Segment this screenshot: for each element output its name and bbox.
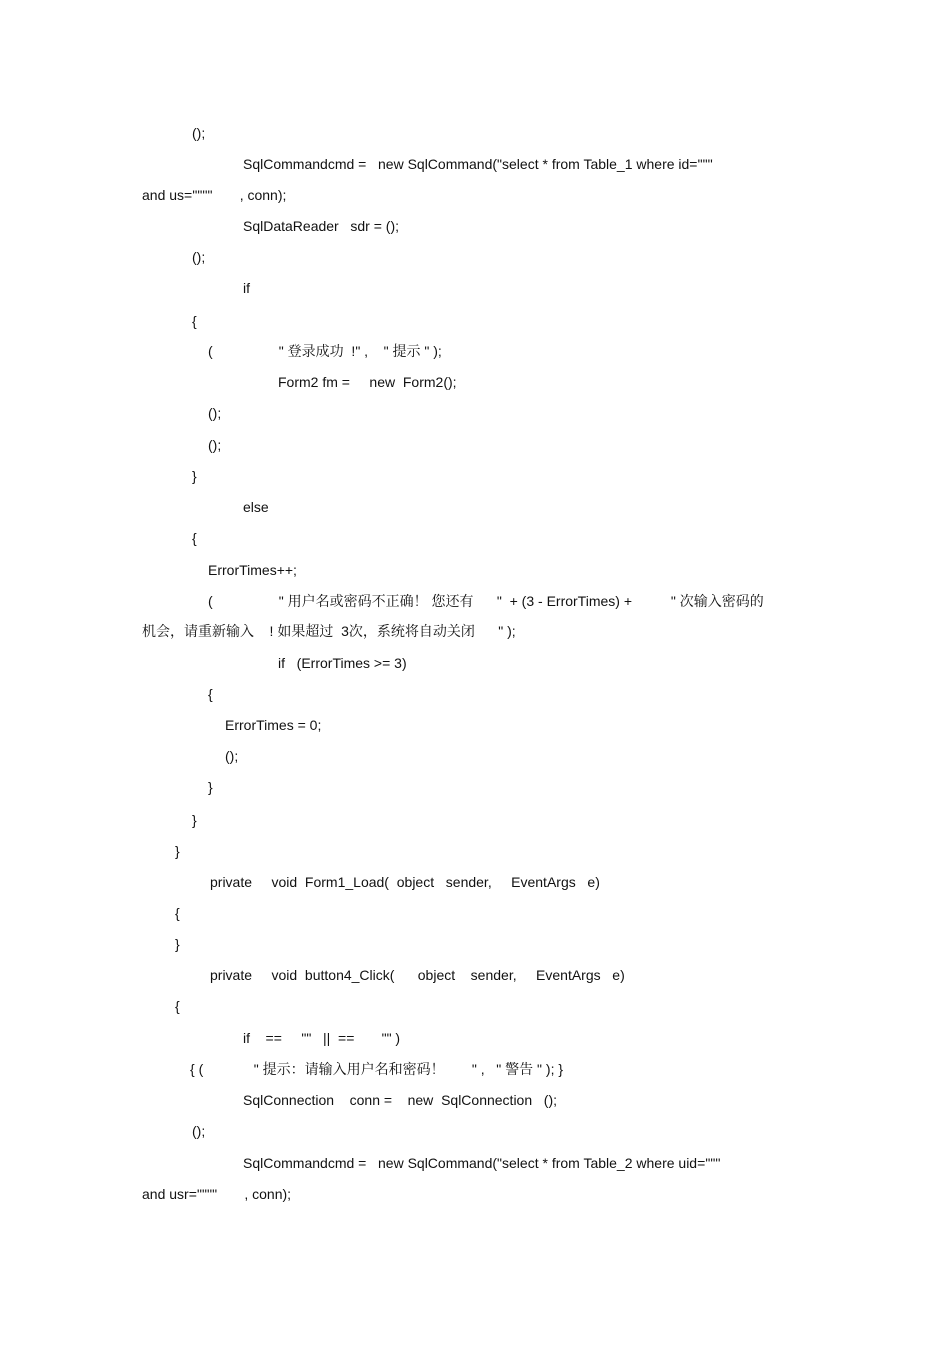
code-line: } — [175, 843, 180, 859]
code-line: } — [208, 779, 213, 795]
code-line: ErrorTimes++; — [208, 562, 297, 578]
code-line: SqlCommandcmd = new SqlCommand("select * from Table_1 where id='""' — [243, 156, 713, 172]
code-line: (); — [225, 748, 239, 764]
code-line: { — [175, 905, 180, 921]
code-line: ErrorTimes = 0; — [225, 717, 322, 733]
code-line: if (ErrorTimes >= 3) — [278, 655, 407, 671]
code-line: else — [243, 499, 269, 515]
code-line: SqlCommandcmd = new SqlCommand("select * from Table_2 where uid='""' — [243, 1155, 721, 1171]
code-line: (); — [208, 437, 222, 453]
code-line: private void Form1_Load( object sender, EventArgs e) — [210, 874, 600, 890]
code-line: SqlConnection conn = new SqlConnection (); — [243, 1092, 558, 1108]
code-line: Form2 fm = new Form2(); — [278, 374, 457, 390]
code-line: (); — [192, 125, 206, 141]
code-line: { — [175, 998, 180, 1014]
code-line: and us='""'" , conn); — [142, 187, 287, 203]
code-line: SqlDataReader sdr = (); — [243, 218, 400, 234]
code-line: { — [208, 686, 213, 702]
code-line: (); — [192, 1123, 206, 1139]
code-line: { — [192, 530, 197, 546]
code-line: { — [192, 313, 197, 329]
code-line: } — [175, 936, 180, 952]
code-line: if — [243, 280, 250, 296]
code-line: private void button4_Click( object sender, EventArgs e) — [210, 967, 625, 983]
code-line: if == "" || == "" ) — [243, 1030, 401, 1046]
code-line: } — [192, 468, 197, 484]
code-line: (); — [192, 249, 206, 265]
code-line: { ( " 提示：请输入用户名和密码！ " , " 警告 " ); } — [190, 1061, 564, 1077]
code-line: } — [192, 812, 197, 828]
code-line: 机会，请重新输入 ! 如果超过 3次，系统将自动关闭 " ); — [142, 623, 516, 639]
code-line: ( " 登录成功 !" , " 提示 " ); — [208, 343, 442, 359]
code-line: and usr='""'" , conn); — [142, 1186, 292, 1202]
code-line: (); — [208, 405, 222, 421]
code-line: ( " 用户名或密码不正确！ 您还有 " + (3 - ErrorTimes) + " 次输入密码的 — [208, 593, 764, 609]
